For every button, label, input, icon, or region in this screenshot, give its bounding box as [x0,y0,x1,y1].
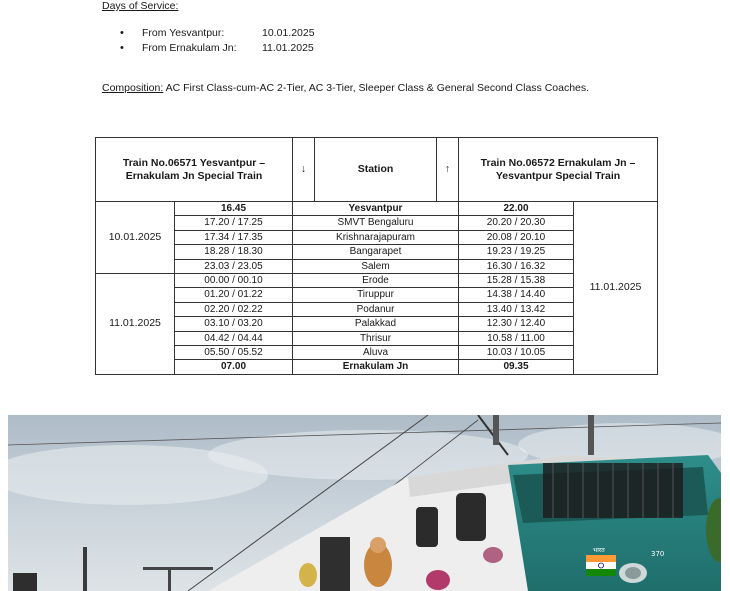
table-row [96,216,658,230]
outbound-time: 00.00 / 00.10 [175,274,293,288]
outbound-time: 02.20 / 02.22 [175,302,293,316]
station-name: Tiruppur [293,288,459,302]
loco-number: 370 [651,550,665,558]
outbound-time: 05.50 / 05.52 [175,346,293,360]
service-day-item [120,41,315,56]
table-row [96,274,658,288]
outbound-time: 01.20 / 01.22 [175,288,293,302]
locomotive-photo [8,415,721,591]
outbound-time: 17.20 / 17.25 [175,216,293,230]
station-name: Bangarapet [293,245,459,259]
station-name: Erode [293,274,459,288]
indian-flag-icon [586,555,616,576]
table-row [96,202,658,216]
service-day-date: 11.01.2025 [262,42,314,54]
service-day-item [120,26,315,41]
station-name: Yesvantpur [293,202,459,216]
table-row [96,317,658,331]
outbound-time: 17.34 / 17.35 [175,230,293,244]
outbound-time: 04.42 / 04.44 [175,331,293,345]
station-name: Ernakulam Jn [293,360,459,374]
service-day-date: 10.01.2025 [262,27,315,39]
table-row [96,302,658,316]
arrow-up-icon: ↑ [437,138,459,202]
date-cell-outbound: 11.01.2025 [96,274,175,375]
outbound-time: 03.10 / 03.20 [175,317,293,331]
return-time: 09.35 [459,360,574,374]
table-row [96,360,658,374]
station-name: Aluva [293,346,459,360]
station-name: Thrisur [293,331,459,345]
station-name: Krishnarajapuram [293,230,459,244]
composition-value: AC First Class-cum-AC 2-Tier, AC 3-Tier, Sleeper Class & General Second Class Coaches. [163,82,590,94]
table-row [96,346,658,360]
composition-label: Composition: [102,82,164,94]
table-row [96,259,658,273]
train-06572-header: Train No.06572 Ernakulam Jn – Yesvantpur Special Train [459,138,658,202]
table-row [96,230,658,244]
return-time: 10.58 / 11.00 [459,331,574,345]
pole [13,573,37,591]
station-name: SMVT Bengaluru [293,216,459,230]
service-days-list [120,26,315,56]
timetable-header-row [96,138,658,202]
station-name: Salem [293,259,459,273]
table-row [96,245,658,259]
return-time: 19.23 / 19.25 [459,245,574,259]
station-header: Station [315,138,437,202]
return-time: 12.30 / 12.40 [459,317,574,331]
outbound-time: 16.45 [175,202,293,216]
station-name: Podanur [293,302,459,316]
flag-caption: भारत [593,547,605,554]
service-day-label: From Yesvantpur: [142,27,225,39]
timetable [95,137,658,375]
arrow-down-icon: ↓ [293,138,315,202]
outbound-time: 18.28 / 18.30 [175,245,293,259]
pole [83,547,87,591]
table-row [96,288,658,302]
return-time: 20.08 / 20.10 [459,230,574,244]
station-name: Palakkad [293,317,459,331]
return-time: 14.38 / 14.40 [459,288,574,302]
return-time: 13.40 / 13.42 [459,302,574,316]
days-of-service-title: Days of Service: [102,0,179,12]
return-time: 22.00 [459,202,574,216]
outbound-time: 23.03 / 23.05 [175,259,293,273]
outbound-time: 07.00 [175,360,293,374]
return-time: 20.20 / 20.30 [459,216,574,230]
return-time: 10.03 / 10.05 [459,346,574,360]
service-day-label: From Ernakulam Jn: [142,42,237,54]
return-time: 15.28 / 15.38 [459,274,574,288]
return-time: 16.30 / 16.32 [459,259,574,273]
train-06571-header: Train No.06571 Yesvantpur – Ernakulam Jn Special Train [96,138,293,202]
date-cell-return: 11.01.2025 [574,202,658,375]
date-cell-outbound: 10.01.2025 [96,202,175,274]
composition-text [102,82,622,95]
table-row [96,331,658,345]
